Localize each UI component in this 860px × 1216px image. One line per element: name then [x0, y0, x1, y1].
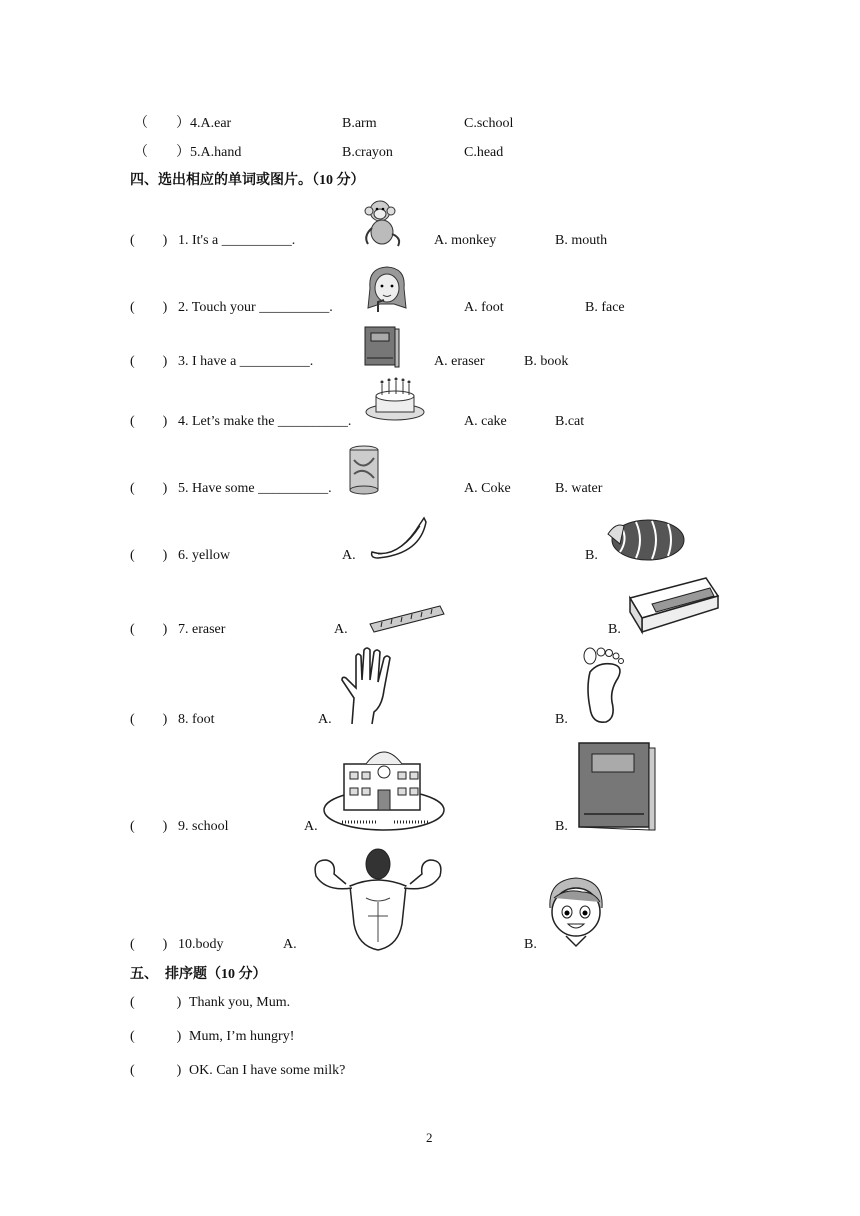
top-item-5-option-a: 5.A.hand [190, 145, 242, 160]
order-item-3-text: OK. Can I have some milk? [189, 1063, 346, 1078]
q3-option-b: B. book [524, 354, 569, 369]
q6-option-b: B. [585, 548, 598, 563]
top-item-4-option-a: 4.A.ear [190, 116, 232, 131]
q6-text: 6. yellow [178, 548, 231, 563]
section-4-title: 四、选出相应的单词或图片。（10 分） [130, 173, 365, 188]
q7-paren: ( ) [130, 622, 168, 637]
q3-option-a: A. eraser [434, 354, 485, 369]
q5-option-b: B. water [555, 481, 603, 496]
top-item-5-option-b: B.crayon [342, 145, 393, 160]
order-item-1-text: Thank you, Mum. [189, 995, 291, 1010]
q2-text: 2. Touch your __________. [178, 300, 333, 315]
order-item-1-paren: ( ) [130, 995, 182, 1010]
q9-option-a: A. [304, 819, 318, 834]
section-5-title: 五、 排序题（10 分） [130, 967, 267, 982]
q10-option-a: A. [283, 937, 297, 952]
q4-option-a: A. cake [464, 414, 507, 429]
q9-option-b: B. [555, 819, 568, 834]
body-icon [306, 846, 450, 952]
foot-icon [578, 644, 628, 726]
q2-paren: ( ) [130, 300, 168, 315]
q2-option-a: A. foot [464, 300, 504, 315]
q1-paren: ( ) [130, 233, 168, 248]
q7-option-b: B. [608, 622, 621, 637]
q1-option-a: A. monkey [434, 233, 497, 248]
q8-option-b: B. [555, 712, 568, 727]
q10-paren: ( ) [130, 937, 168, 952]
q7-text: 7. eraser [178, 622, 226, 637]
q4-text: 4. Let’s make the __________. [178, 414, 352, 429]
eraser-icon [626, 574, 722, 636]
order-item-2-text: Mum, I’m hungry! [189, 1029, 295, 1044]
q4-option-b: B.cat [555, 414, 585, 429]
hand-icon [338, 646, 398, 726]
order-item-3-paren: ( ) [130, 1063, 182, 1078]
q3-text: 3. I have a __________. [178, 354, 314, 369]
q1-option-b: B. mouth [555, 233, 608, 248]
q8-option-a: A. [318, 712, 332, 727]
q4-paren: ( ) [130, 414, 168, 429]
school-icon [322, 740, 446, 832]
q10-option-b: B. [524, 937, 537, 952]
banana-icon [368, 514, 430, 562]
top-item-4-option-b: B.arm [342, 116, 377, 131]
watermelon-icon [602, 514, 688, 564]
q9-text: 9. school [178, 819, 229, 834]
girl-face-icon [364, 264, 410, 314]
ruler-icon [368, 600, 446, 636]
q6-option-a: A. [342, 548, 356, 563]
q5-option-a: A. Coke [464, 481, 511, 496]
page-number: 2 [426, 1130, 433, 1145]
q3-paren: ( ) [130, 354, 168, 369]
q2-option-b: B. face [585, 300, 625, 315]
top-item-4-option-c: C.school [464, 116, 514, 131]
monkey-icon [358, 198, 406, 248]
top-item-4-paren: （ ） [134, 116, 190, 131]
q9-paren: ( ) [130, 819, 168, 834]
q6-paren: ( ) [130, 548, 168, 563]
book-icon [362, 324, 402, 370]
q8-paren: ( ) [130, 712, 168, 727]
boy-face-icon [542, 874, 612, 950]
order-item-2-paren: ( ) [130, 1029, 182, 1044]
q10-text: 10.body [178, 937, 224, 952]
q5-text: 5. Have some __________. [178, 481, 332, 496]
q8-text: 8. foot [178, 712, 215, 727]
cake-icon [364, 376, 426, 422]
q1-text: 1. It's a __________. [178, 233, 296, 248]
q7-option-a: A. [334, 622, 348, 637]
coke-can-icon [346, 444, 382, 496]
top-item-5-option-c: C.head [464, 145, 504, 160]
top-item-5-paren: （ ） [134, 145, 190, 160]
book-icon [576, 740, 658, 832]
q5-paren: ( ) [130, 481, 168, 496]
